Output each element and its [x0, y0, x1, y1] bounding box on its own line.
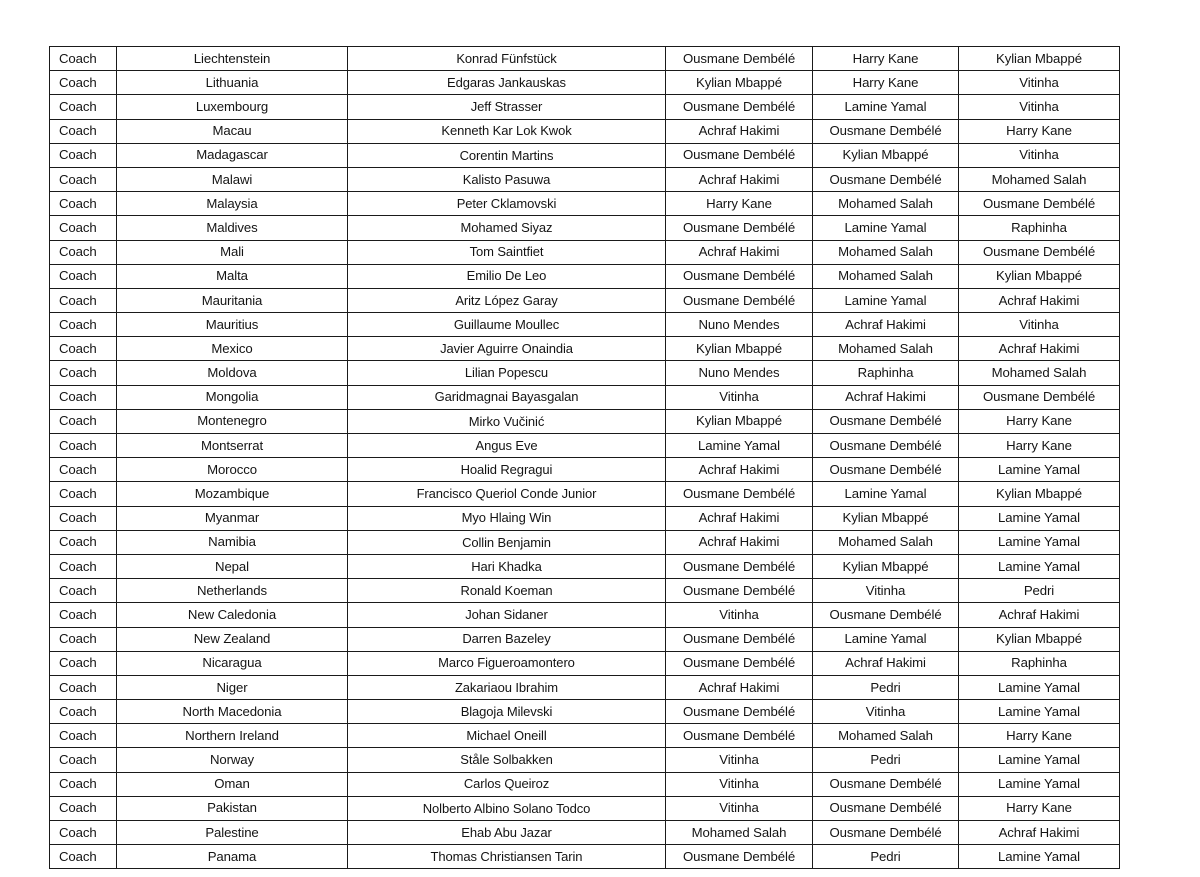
table-row: [50, 554, 1120, 578]
player-1-cell: Ousmane Dembélé: [666, 700, 813, 724]
role-cell: Coach: [50, 530, 117, 554]
team-cell: Oman: [117, 772, 348, 796]
role-cell: Coach: [50, 313, 117, 337]
player-3-cell: Raphinha: [959, 651, 1120, 675]
player-2-cell: Lamine Yamal: [813, 216, 959, 240]
role-cell: Coach: [50, 651, 117, 675]
player-2-cell: Lamine Yamal: [813, 95, 959, 119]
player-3-cell: Vitinha: [959, 313, 1120, 337]
team-cell: Namibia: [117, 530, 348, 554]
table-row: [50, 603, 1120, 627]
player-1-cell: Ousmane Dembélé: [666, 579, 813, 603]
player-1-cell: Nuno Mendes: [666, 361, 813, 385]
table-row: [50, 772, 1120, 796]
table-row: [50, 434, 1120, 458]
table-row: [50, 627, 1120, 651]
player-2-cell: Raphinha: [813, 361, 959, 385]
player-2-cell: Mohamed Salah: [813, 240, 959, 264]
roster-table-body: [50, 47, 1120, 869]
player-3-cell: Mohamed Salah: [959, 361, 1120, 385]
player-3-cell: Vitinha: [959, 95, 1120, 119]
coach-name-cell: Emilio De Leo: [348, 264, 666, 288]
coach-name-cell: Carlos Queiroz: [348, 772, 666, 796]
player-3-cell: Harry Kane: [959, 119, 1120, 143]
table-row: [50, 288, 1120, 312]
player-2-cell: Mohamed Salah: [813, 264, 959, 288]
player-2-cell: Vitinha: [813, 579, 959, 603]
team-cell: Montserrat: [117, 434, 348, 458]
table-row: [50, 264, 1120, 288]
coach-name-cell: Peter Cklamovski: [348, 192, 666, 216]
player-2-cell: Mohamed Salah: [813, 530, 959, 554]
coach-name-cell: Edgaras Jankauskas: [348, 71, 666, 95]
team-cell: Luxembourg: [117, 95, 348, 119]
coach-name-cell: Hoalid Regragui: [348, 458, 666, 482]
table-row: [50, 167, 1120, 191]
role-cell: Coach: [50, 216, 117, 240]
player-1-cell: Ousmane Dembélé: [666, 627, 813, 651]
coach-name-cell: Tom Saintfiet: [348, 240, 666, 264]
coach-name-cell: Javier Aguirre Onaindia: [348, 337, 666, 361]
player-2-cell: Harry Kane: [813, 47, 959, 71]
player-3-cell: Kylian Mbappé: [959, 47, 1120, 71]
team-cell: Moldova: [117, 361, 348, 385]
role-cell: Coach: [50, 337, 117, 361]
table-row: [50, 724, 1120, 748]
team-cell: Norway: [117, 748, 348, 772]
player-2-cell: Ousmane Dembélé: [813, 603, 959, 627]
coach-name-cell: Guillaume Moullec: [348, 313, 666, 337]
player-1-cell: Harry Kane: [666, 192, 813, 216]
player-3-cell: Lamine Yamal: [959, 458, 1120, 482]
player-3-cell: Lamine Yamal: [959, 845, 1120, 869]
team-cell: Malaysia: [117, 192, 348, 216]
team-cell: North Macedonia: [117, 700, 348, 724]
table-row: [50, 313, 1120, 337]
role-cell: Coach: [50, 458, 117, 482]
player-3-cell: Ousmane Dembélé: [959, 240, 1120, 264]
table-row: [50, 337, 1120, 361]
player-1-cell: Nuno Mendes: [666, 313, 813, 337]
role-cell: Coach: [50, 482, 117, 506]
team-cell: Mauritania: [117, 288, 348, 312]
role-cell: Coach: [50, 143, 117, 167]
player-2-cell: Pedri: [813, 845, 959, 869]
team-cell: Mali: [117, 240, 348, 264]
player-3-cell: Achraf Hakimi: [959, 603, 1120, 627]
team-cell: Malta: [117, 264, 348, 288]
player-1-cell: Ousmane Dembélé: [666, 95, 813, 119]
team-cell: Mauritius: [117, 313, 348, 337]
table-row: [50, 71, 1120, 95]
player-2-cell: Achraf Hakimi: [813, 385, 959, 409]
player-1-cell: Achraf Hakimi: [666, 458, 813, 482]
table-row: [50, 361, 1120, 385]
role-cell: Coach: [50, 796, 117, 820]
team-cell: Niger: [117, 675, 348, 699]
coach-name-cell: Hari Khadka: [348, 554, 666, 578]
table-row: [50, 240, 1120, 264]
team-cell: Netherlands: [117, 579, 348, 603]
table-row: [50, 821, 1120, 845]
role-cell: Coach: [50, 409, 117, 433]
player-1-cell: Ousmane Dembélé: [666, 143, 813, 167]
coach-name-cell: Ronald Koeman: [348, 579, 666, 603]
role-cell: Coach: [50, 772, 117, 796]
team-cell: Nepal: [117, 554, 348, 578]
table-row: [50, 579, 1120, 603]
role-cell: Coach: [50, 119, 117, 143]
player-3-cell: Pedri: [959, 579, 1120, 603]
coach-name-cell: Johan Sidaner: [348, 603, 666, 627]
player-1-cell: Ousmane Dembélé: [666, 216, 813, 240]
team-cell: Liechtenstein: [117, 47, 348, 71]
player-1-cell: Vitinha: [666, 796, 813, 820]
coach-name-cell: Zakariaou Ibrahim: [348, 675, 666, 699]
player-2-cell: Ousmane Dembélé: [813, 167, 959, 191]
player-1-cell: Ousmane Dembélé: [666, 47, 813, 71]
table-row: [50, 409, 1120, 433]
team-cell: New Zealand: [117, 627, 348, 651]
coach-name-cell: Garidmagnai Bayasgalan: [348, 385, 666, 409]
coach-name-cell: Marco Figueroamontero: [348, 651, 666, 675]
player-2-cell: Lamine Yamal: [813, 627, 959, 651]
table-row: [50, 651, 1120, 675]
coach-name-cell: Konrad Fünfstück: [348, 47, 666, 71]
coach-name-cell: Darren Bazeley: [348, 627, 666, 651]
player-3-cell: Lamine Yamal: [959, 506, 1120, 530]
player-3-cell: Raphinha: [959, 216, 1120, 240]
coach-name-cell: Michael Oneill: [348, 724, 666, 748]
player-3-cell: Harry Kane: [959, 409, 1120, 433]
coach-name-cell: Francisco Queriol Conde Junior: [348, 482, 666, 506]
team-cell: Lithuania: [117, 71, 348, 95]
player-3-cell: Mohamed Salah: [959, 167, 1120, 191]
player-1-cell: Kylian Mbappé: [666, 337, 813, 361]
player-2-cell: Kylian Mbappé: [813, 554, 959, 578]
role-cell: Coach: [50, 288, 117, 312]
player-1-cell: Vitinha: [666, 748, 813, 772]
coach-name-cell: Mohamed Siyaz: [348, 216, 666, 240]
player-3-cell: Kylian Mbappé: [959, 482, 1120, 506]
player-1-cell: Achraf Hakimi: [666, 675, 813, 699]
role-cell: Coach: [50, 554, 117, 578]
player-2-cell: Kylian Mbappé: [813, 506, 959, 530]
player-2-cell: Pedri: [813, 748, 959, 772]
coach-name-cell: Blagoja Milevski: [348, 700, 666, 724]
team-cell: Mozambique: [117, 482, 348, 506]
player-3-cell: Ousmane Dembélé: [959, 192, 1120, 216]
coach-name-cell: Angus Eve: [348, 434, 666, 458]
player-1-cell: Kylian Mbappé: [666, 409, 813, 433]
team-cell: Macau: [117, 119, 348, 143]
player-1-cell: Achraf Hakimi: [666, 530, 813, 554]
player-2-cell: Lamine Yamal: [813, 482, 959, 506]
coach-name-cell: Kenneth Kar Lok Kwok: [348, 119, 666, 143]
table-row: [50, 458, 1120, 482]
player-3-cell: Achraf Hakimi: [959, 821, 1120, 845]
table-row: [50, 845, 1120, 869]
team-cell: Maldives: [117, 216, 348, 240]
table-row: [50, 385, 1120, 409]
coach-name-cell: Kalisto Pasuwa: [348, 167, 666, 191]
coach-name-cell: Collin Benjamin: [348, 530, 666, 554]
player-3-cell: Harry Kane: [959, 796, 1120, 820]
coach-name-cell: Ehab Abu Jazar: [348, 821, 666, 845]
team-cell: Panama: [117, 845, 348, 869]
role-cell: Coach: [50, 264, 117, 288]
player-1-cell: Lamine Yamal: [666, 434, 813, 458]
player-1-cell: Mohamed Salah: [666, 821, 813, 845]
player-3-cell: Lamine Yamal: [959, 675, 1120, 699]
role-cell: Coach: [50, 724, 117, 748]
role-cell: Coach: [50, 167, 117, 191]
player-3-cell: Kylian Mbappé: [959, 264, 1120, 288]
player-3-cell: Vitinha: [959, 143, 1120, 167]
player-2-cell: Harry Kane: [813, 71, 959, 95]
player-2-cell: Lamine Yamal: [813, 288, 959, 312]
team-cell: Morocco: [117, 458, 348, 482]
role-cell: Coach: [50, 845, 117, 869]
role-cell: Coach: [50, 579, 117, 603]
table-row: [50, 748, 1120, 772]
table-row: [50, 216, 1120, 240]
table-row: [50, 119, 1120, 143]
player-2-cell: Ousmane Dembélé: [813, 119, 959, 143]
player-1-cell: Achraf Hakimi: [666, 167, 813, 191]
table-row: [50, 700, 1120, 724]
coach-name-cell: Aritz López Garay: [348, 288, 666, 312]
role-cell: Coach: [50, 47, 117, 71]
player-1-cell: Vitinha: [666, 385, 813, 409]
team-cell: Malawi: [117, 167, 348, 191]
player-1-cell: Achraf Hakimi: [666, 119, 813, 143]
player-1-cell: Ousmane Dembélé: [666, 288, 813, 312]
player-1-cell: Ousmane Dembélé: [666, 724, 813, 748]
team-cell: Myanmar: [117, 506, 348, 530]
team-cell: New Caledonia: [117, 603, 348, 627]
role-cell: Coach: [50, 700, 117, 724]
role-cell: Coach: [50, 240, 117, 264]
table-row: [50, 143, 1120, 167]
player-3-cell: Lamine Yamal: [959, 772, 1120, 796]
player-2-cell: Pedri: [813, 675, 959, 699]
coach-name-cell: Corentin Martins: [348, 143, 666, 167]
role-cell: Coach: [50, 506, 117, 530]
team-cell: Montenegro: [117, 409, 348, 433]
coach-name-cell: Lilian Popescu: [348, 361, 666, 385]
player-2-cell: Ousmane Dembélé: [813, 434, 959, 458]
player-2-cell: Ousmane Dembélé: [813, 821, 959, 845]
player-2-cell: Kylian Mbappé: [813, 143, 959, 167]
player-3-cell: Ousmane Dembélé: [959, 385, 1120, 409]
table-row: [50, 675, 1120, 699]
role-cell: Coach: [50, 95, 117, 119]
player-3-cell: Lamine Yamal: [959, 700, 1120, 724]
table-row: [50, 530, 1120, 554]
role-cell: Coach: [50, 821, 117, 845]
player-3-cell: Harry Kane: [959, 724, 1120, 748]
coach-roster-table: [49, 46, 1120, 869]
player-2-cell: Mohamed Salah: [813, 337, 959, 361]
table-row: [50, 95, 1120, 119]
player-2-cell: Ousmane Dembélé: [813, 772, 959, 796]
player-3-cell: Vitinha: [959, 71, 1120, 95]
player-1-cell: Vitinha: [666, 603, 813, 627]
roster-table-container: [49, 46, 1119, 869]
player-3-cell: Kylian Mbappé: [959, 627, 1120, 651]
player-1-cell: Ousmane Dembélé: [666, 554, 813, 578]
role-cell: Coach: [50, 71, 117, 95]
player-3-cell: Lamine Yamal: [959, 530, 1120, 554]
team-cell: Mongolia: [117, 385, 348, 409]
player-2-cell: Ousmane Dembélé: [813, 796, 959, 820]
role-cell: Coach: [50, 385, 117, 409]
player-3-cell: Achraf Hakimi: [959, 337, 1120, 361]
table-row: [50, 796, 1120, 820]
player-2-cell: Achraf Hakimi: [813, 313, 959, 337]
player-2-cell: Vitinha: [813, 700, 959, 724]
table-row: [50, 192, 1120, 216]
player-3-cell: Lamine Yamal: [959, 554, 1120, 578]
player-1-cell: Achraf Hakimi: [666, 506, 813, 530]
coach-name-cell: Myo Hlaing Win: [348, 506, 666, 530]
role-cell: Coach: [50, 603, 117, 627]
player-2-cell: Ousmane Dembélé: [813, 409, 959, 433]
role-cell: Coach: [50, 434, 117, 458]
team-cell: Nicaragua: [117, 651, 348, 675]
role-cell: Coach: [50, 627, 117, 651]
coach-name-cell: Thomas Christiansen Tarin: [348, 845, 666, 869]
player-2-cell: Ousmane Dembélé: [813, 458, 959, 482]
role-cell: Coach: [50, 361, 117, 385]
team-cell: Mexico: [117, 337, 348, 361]
player-1-cell: Vitinha: [666, 772, 813, 796]
coach-name-cell: Nolberto Albino Solano Todco: [348, 796, 666, 820]
coach-name-cell: Jeff Strasser: [348, 95, 666, 119]
role-cell: Coach: [50, 192, 117, 216]
player-3-cell: Lamine Yamal: [959, 748, 1120, 772]
role-cell: Coach: [50, 675, 117, 699]
player-2-cell: Mohamed Salah: [813, 192, 959, 216]
player-3-cell: Achraf Hakimi: [959, 288, 1120, 312]
coach-name-cell: Ståle Solbakken: [348, 748, 666, 772]
player-3-cell: Harry Kane: [959, 434, 1120, 458]
player-1-cell: Ousmane Dembélé: [666, 845, 813, 869]
player-2-cell: Achraf Hakimi: [813, 651, 959, 675]
table-row: [50, 506, 1120, 530]
team-cell: Northern Ireland: [117, 724, 348, 748]
role-cell: Coach: [50, 748, 117, 772]
player-2-cell: Mohamed Salah: [813, 724, 959, 748]
player-1-cell: Achraf Hakimi: [666, 240, 813, 264]
table-row: [50, 47, 1120, 71]
player-1-cell: Kylian Mbappé: [666, 71, 813, 95]
table-row: [50, 482, 1120, 506]
player-1-cell: Ousmane Dembélé: [666, 482, 813, 506]
player-1-cell: Ousmane Dembélé: [666, 651, 813, 675]
team-cell: Palestine: [117, 821, 348, 845]
player-1-cell: Ousmane Dembélé: [666, 264, 813, 288]
team-cell: Pakistan: [117, 796, 348, 820]
coach-name-cell: Mirko Vučinić: [348, 409, 666, 433]
team-cell: Madagascar: [117, 143, 348, 167]
